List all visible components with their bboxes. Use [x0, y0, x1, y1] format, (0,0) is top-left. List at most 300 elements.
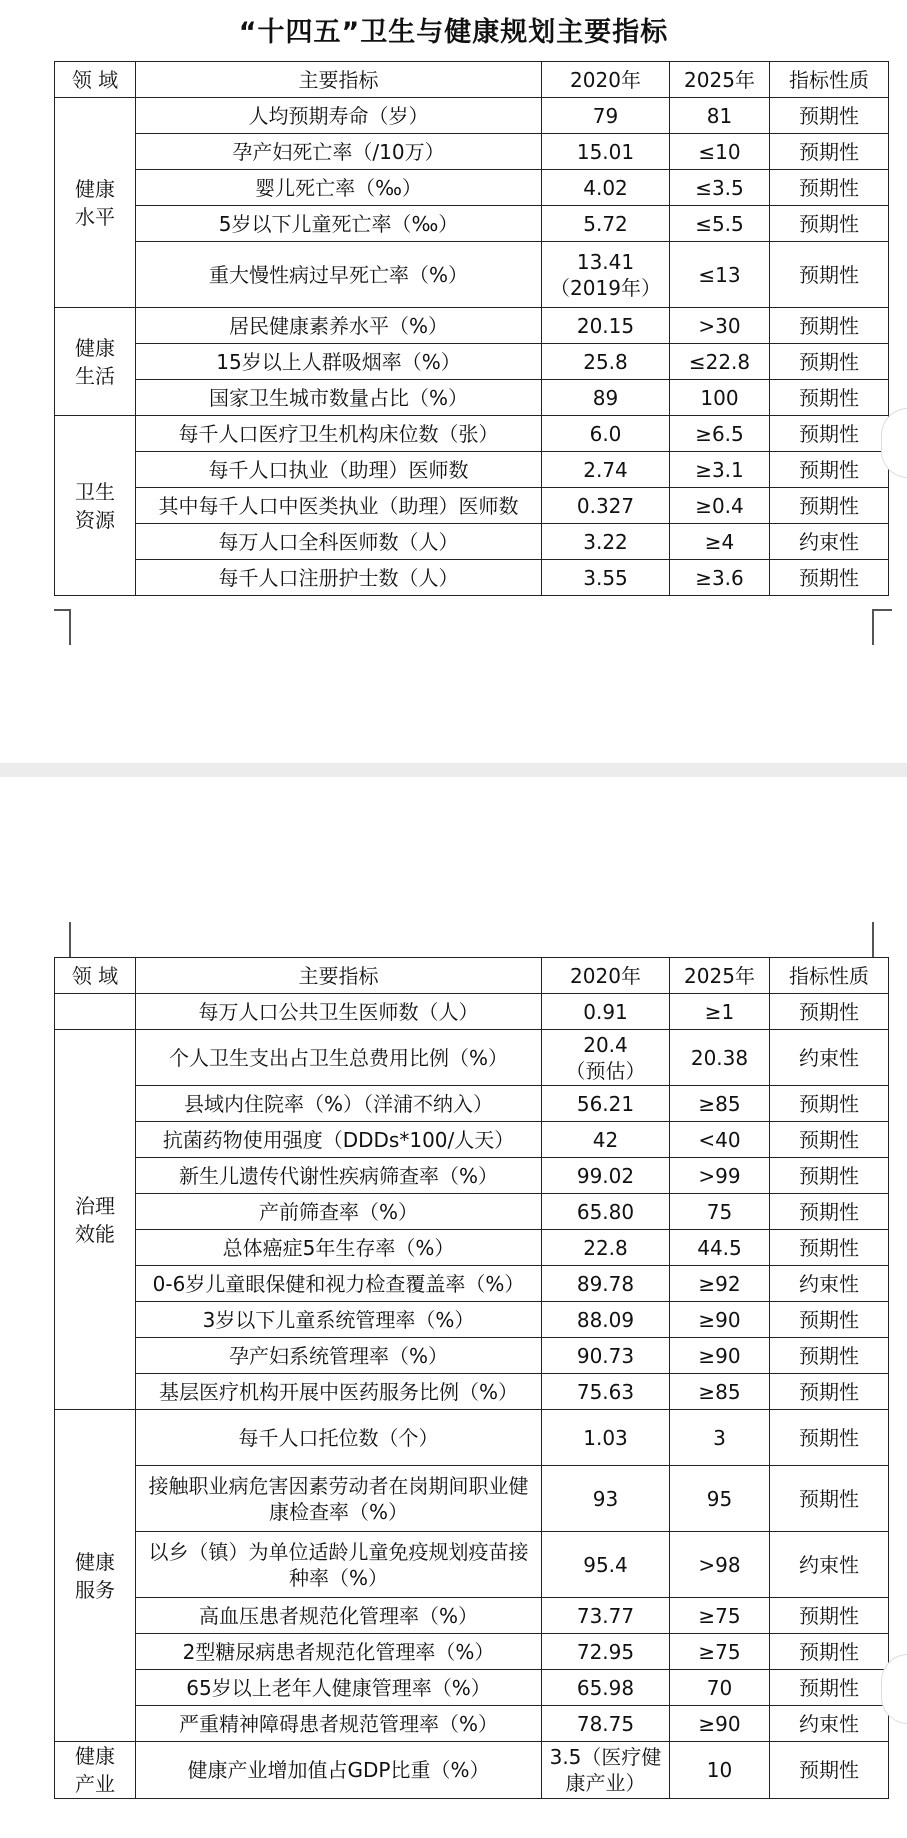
table-row: [55, 1158, 889, 1194]
header-nature: [770, 62, 889, 98]
domain-cell-text: 卫生 资源: [75, 479, 115, 532]
indicator-cell: [136, 1670, 542, 1706]
table-row: [55, 1532, 889, 1598]
nature-cell-text: 预期性: [799, 457, 859, 482]
domain-cell: [55, 98, 136, 308]
value-2020-cell: [542, 1158, 670, 1194]
nature-cell: [770, 206, 889, 242]
nature-cell-text: 预期性: [799, 1307, 859, 1332]
nature-cell-text: 预期性: [799, 1343, 859, 1368]
value-2025-cell-text: ≥3.6: [695, 565, 744, 590]
indicator-cell: [136, 1266, 542, 1302]
value-2020-cell: [542, 994, 670, 1030]
value-2020-cell: [542, 1598, 670, 1634]
nature-cell-text: 预期性: [799, 262, 859, 287]
value-2020-cell: [542, 344, 670, 380]
document-title: “十四五”卫生与健康规划主要指标: [238, 17, 669, 48]
value-2020-cell-text: 95.4: [583, 1552, 628, 1577]
nature-cell-text: 预期性: [799, 1639, 859, 1664]
value-2025-cell-text: ≥3.1: [695, 457, 744, 482]
indicator-cell-text: 每千人口托位数（个）: [238, 1425, 439, 1450]
value-2025-cell: [670, 1532, 770, 1598]
domain-cell-text: 治理 效能: [75, 1193, 115, 1246]
table-row: [55, 524, 889, 560]
domain-cell: [55, 1742, 136, 1799]
indicator-cell: [136, 134, 542, 170]
header-2020: [542, 62, 670, 98]
header-indicator-text: 主要指标: [298, 963, 379, 988]
table-row: [55, 416, 889, 452]
indicator-cell-text: 0-6岁儿童眼保健和视力检查覆盖率（%）: [152, 1271, 525, 1296]
indicator-cell-text: 以乡（镇）为单位适龄儿童免疫规划疫苗接种率（%）: [148, 1539, 529, 1590]
value-2020-cell: [542, 524, 670, 560]
indicator-cell: [136, 1466, 542, 1532]
header-2025-text: 2025年: [684, 67, 755, 92]
nature-cell: [770, 1706, 889, 1742]
nature-cell: [770, 1266, 889, 1302]
table-row: [55, 560, 889, 596]
value-2020-cell: [542, 1230, 670, 1266]
indicator-cell: [136, 452, 542, 488]
value-2025-cell: [670, 560, 770, 596]
header-nature-text: 指标性质: [789, 963, 869, 988]
nature-cell: [770, 1374, 889, 1410]
indicator-cell-text: 每千人口注册护士数（人）: [218, 565, 459, 590]
indicator-cell-text: 婴儿死亡率（‰）: [255, 175, 422, 200]
value-2020-cell-text: 89.78: [576, 1271, 635, 1296]
value-2020-cell-text: 20.4 （预估）: [565, 1032, 646, 1083]
value-2020-cell: [542, 206, 670, 242]
header-domain-text: 领 域: [71, 963, 119, 988]
indicator-cell: [136, 1374, 542, 1410]
nature-cell: [770, 1532, 889, 1598]
table-row: [55, 488, 889, 524]
value-2025-cell-text: <40: [698, 1127, 741, 1152]
header-indicator: [136, 958, 542, 994]
page-gap: [0, 763, 907, 777]
value-2020-cell-text: 25.8: [583, 349, 628, 374]
nature-cell: [770, 994, 889, 1030]
nature-cell: [770, 416, 889, 452]
value-2025-cell: [670, 98, 770, 134]
indicator-cell: [136, 488, 542, 524]
table-row: [55, 1266, 889, 1302]
nature-cell-text: 约束性: [799, 529, 859, 554]
value-2020-cell-text: 15.01: [576, 139, 635, 164]
nature-cell-text: 预期性: [799, 103, 859, 128]
nature-cell-text: 预期性: [799, 493, 859, 518]
header-2025-text: 2025年: [684, 963, 755, 988]
value-2025-cell-text: 81: [706, 103, 733, 128]
indicator-cell: [136, 206, 542, 242]
value-2025-cell-text: 3: [713, 1425, 726, 1450]
indicator-cell: [136, 1532, 542, 1598]
nature-cell: [770, 1410, 889, 1466]
value-2025-cell: [670, 452, 770, 488]
value-2020-cell: [542, 1030, 670, 1086]
value-2020-cell-text: 0.327: [576, 493, 635, 518]
value-2025-cell-text: 70: [706, 1675, 733, 1700]
indicator-cell: [136, 1338, 542, 1374]
value-2020-cell-text: 1.03: [583, 1425, 628, 1450]
indicator-cell: [136, 1742, 542, 1799]
value-2025-cell-text: ≤13: [698, 262, 741, 287]
value-2020-cell-text: 75.63: [576, 1379, 635, 1404]
domain-cell: [55, 1030, 136, 1410]
indicator-cell-text: 抗菌药物使用强度（DDDs*100/人天）: [162, 1127, 515, 1152]
nature-cell-text: 预期性: [799, 385, 859, 410]
value-2025-cell: [670, 1706, 770, 1742]
nature-cell-text: 预期性: [799, 565, 859, 590]
value-2025-cell-text: 20.38: [690, 1045, 749, 1070]
value-2025-cell: [670, 1266, 770, 1302]
value-2020-cell-text: 6.0: [589, 421, 622, 446]
nature-cell: [770, 1086, 889, 1122]
value-2020-cell-text: 3.55: [583, 565, 628, 590]
indicator-cell-text: 5岁以下儿童死亡率（‰）: [218, 211, 459, 236]
indicator-cell-text: 重大慢性病过早死亡率（%）: [208, 262, 468, 287]
value-2020-cell: [542, 1266, 670, 1302]
value-2020-cell: [542, 98, 670, 134]
indicator-cell: [136, 242, 542, 308]
value-2025-cell-text: >30: [698, 313, 741, 338]
value-2020-cell-text: 2.74: [583, 457, 628, 482]
nature-cell: [770, 1122, 889, 1158]
domain-cell: [55, 994, 136, 1030]
table-row: [55, 1230, 889, 1266]
nature-cell: [770, 1670, 889, 1706]
value-2025-cell-text: 100: [700, 385, 739, 410]
value-2020-cell: [542, 134, 670, 170]
header-nature: [770, 958, 889, 994]
table-row: [55, 242, 889, 308]
table-row: [55, 1410, 889, 1466]
table-row: [55, 1742, 889, 1799]
nature-cell-text: 预期性: [799, 1425, 859, 1450]
value-2025-cell-text: 10: [706, 1758, 733, 1782]
nature-cell-text: 预期性: [799, 139, 859, 164]
value-2020-cell-text: 3.5（医疗健康产业）: [549, 1745, 662, 1795]
indicator-cell: [136, 416, 542, 452]
nature-cell-text: 预期性: [799, 1091, 859, 1116]
table-row: [55, 380, 889, 416]
value-2025-cell-text: ≥4: [704, 529, 735, 554]
nature-cell-text: 约束性: [799, 1711, 859, 1736]
indicator-cell-text: 个人卫生支出占卫生总费用比例（%）: [168, 1045, 508, 1070]
value-2020-cell: [542, 416, 670, 452]
value-2020-cell-text: 99.02: [576, 1163, 635, 1188]
indicator-cell: [136, 1302, 542, 1338]
header-row: [55, 958, 889, 994]
indicator-cell: [136, 1598, 542, 1634]
value-2025-cell: [670, 380, 770, 416]
indicator-cell: [136, 1410, 542, 1466]
nature-cell: [770, 1302, 889, 1338]
table-row: [55, 1374, 889, 1410]
indicator-cell: [136, 524, 542, 560]
indicator-cell: [136, 380, 542, 416]
indicator-cell: [136, 1194, 542, 1230]
value-2020-cell: [542, 488, 670, 524]
indicator-cell-text: 每千人口执业（助理）医师数: [208, 457, 469, 482]
nature-cell-text: 预期性: [799, 1379, 859, 1404]
value-2025-cell: [670, 170, 770, 206]
table-row: [55, 994, 889, 1030]
indicator-cell-text: 严重精神障碍患者规范管理率（%）: [178, 1711, 498, 1736]
value-2020-cell: [542, 242, 670, 308]
nature-cell: [770, 1158, 889, 1194]
value-2020-cell-text: 72.95: [576, 1639, 635, 1664]
value-2020-cell-text: 65.80: [576, 1199, 635, 1224]
value-2025-cell: [670, 488, 770, 524]
domain-cell: [55, 1410, 136, 1742]
nature-cell-text: 预期性: [799, 1199, 859, 1224]
value-2025-cell: [670, 308, 770, 344]
value-2025-cell: [670, 1338, 770, 1374]
table-row: [55, 308, 889, 344]
nature-cell: [770, 1634, 889, 1670]
value-2025-cell-text: ≥85: [698, 1091, 741, 1116]
header-2020: [542, 958, 670, 994]
header-domain-text: 领 域: [71, 67, 119, 92]
value-2020-cell-text: 0.91: [583, 999, 628, 1024]
indicator-cell-text: 国家卫生城市数量占比（%）: [208, 385, 468, 410]
domain-cell-text: 健康 生活: [75, 335, 115, 388]
value-2025-cell-text: ≥1: [704, 999, 735, 1024]
table-row: [55, 1122, 889, 1158]
indicator-cell: [136, 560, 542, 596]
indicator-table-part-2: [54, 957, 889, 1799]
value-2020-cell: [542, 1706, 670, 1742]
value-2020-cell-text: 20.15: [576, 313, 635, 338]
indicator-cell-text: 65岁以上老年人健康管理率（%）: [186, 1675, 491, 1700]
value-2025-cell-text: ≥85: [698, 1379, 741, 1404]
value-2020-cell: [542, 380, 670, 416]
header-2020-text: 2020年: [570, 963, 641, 988]
header-indicator-text: 主要指标: [298, 67, 379, 92]
value-2020-cell: [542, 170, 670, 206]
table-row: [55, 206, 889, 242]
indicator-cell-text: 孕产妇死亡率（/10万）: [232, 139, 445, 164]
value-2025-cell: [670, 1030, 770, 1086]
header-2025: [670, 958, 770, 994]
header-2020-text: 2020年: [570, 67, 641, 92]
value-2020-cell: [542, 560, 670, 596]
value-2025-cell: [670, 1598, 770, 1634]
nature-cell-text: 预期性: [799, 1163, 859, 1188]
value-2025-cell: [670, 1410, 770, 1466]
value-2025-cell: [670, 1466, 770, 1532]
indicator-cell: [136, 98, 542, 134]
value-2025-cell: [670, 1634, 770, 1670]
value-2020-cell-text: 78.75: [576, 1711, 635, 1736]
header-indicator: [136, 62, 542, 98]
value-2020-cell-text: 79: [592, 103, 619, 128]
value-2025-cell-text: ≥90: [698, 1343, 741, 1368]
value-2020-cell-text: 56.21: [576, 1091, 635, 1116]
value-2025-cell-text: ≥90: [698, 1711, 741, 1736]
table-row: [55, 1086, 889, 1122]
indicator-cell: [136, 994, 542, 1030]
nature-cell-text: 预期性: [799, 313, 859, 338]
crop-mark: [54, 609, 70, 611]
value-2025-cell: [670, 1742, 770, 1799]
value-2025-cell-text: ≥90: [698, 1307, 741, 1332]
table-row: [55, 1706, 889, 1742]
value-2020-cell: [542, 1194, 670, 1230]
nature-cell-text: 预期性: [799, 1603, 859, 1628]
value-2020-cell: [542, 1338, 670, 1374]
value-2025-cell: [670, 1230, 770, 1266]
indicator-cell: [136, 344, 542, 380]
value-2025-cell-text: ≤3.5: [695, 175, 744, 200]
nature-cell-text: 预期性: [799, 1675, 859, 1700]
indicator-cell-text: 2型糖尿病患者规范化管理率（%）: [182, 1639, 495, 1664]
indicator-cell-text: 其中每千人口中医类执业（助理）医师数: [158, 493, 519, 518]
value-2025-cell-text: ≤22.8: [688, 349, 751, 374]
table-row: [55, 1466, 889, 1532]
indicator-cell: [136, 170, 542, 206]
value-2025-cell-text: ≥92: [698, 1271, 741, 1296]
nature-cell: [770, 170, 889, 206]
indicator-cell-text: 孕产妇系统管理率（%）: [228, 1343, 448, 1368]
value-2025-cell-text: ≥75: [698, 1603, 741, 1628]
value-2025-cell-text: ≥6.5: [695, 421, 744, 446]
indicator-cell: [136, 1634, 542, 1670]
value-2020-cell: [542, 1302, 670, 1338]
nature-cell: [770, 344, 889, 380]
nature-cell: [770, 452, 889, 488]
value-2020-cell: [542, 1670, 670, 1706]
value-2025-cell: [670, 524, 770, 560]
value-2020-cell: [542, 1532, 670, 1598]
value-2025-cell: [670, 1158, 770, 1194]
indicator-cell-text: 每千人口医疗卫生机构床位数（张）: [178, 421, 499, 446]
crop-mark: [69, 609, 71, 645]
value-2025-cell: [670, 242, 770, 308]
indicator-cell-text: 接触职业病危害因素劳动者在岗期间职业健康检查率（%）: [148, 1473, 529, 1524]
value-2020-cell-text: 3.22: [583, 529, 628, 554]
table-row: [55, 1634, 889, 1670]
indicator-cell: [136, 1706, 542, 1742]
nature-cell-text: 约束性: [799, 1271, 859, 1296]
value-2025-cell: [670, 134, 770, 170]
value-2020-cell-text: 73.77: [576, 1603, 635, 1628]
nature-cell-text: 预期性: [799, 175, 859, 200]
indicator-cell-text: 产前筛查率（%）: [258, 1199, 418, 1224]
value-2020-cell: [542, 1374, 670, 1410]
indicator-cell-text: 人均预期寿命（岁）: [248, 103, 429, 128]
value-2020-cell-text: 13.41（2019年）: [550, 249, 661, 300]
nature-cell-text: 预期性: [799, 1758, 859, 1782]
indicator-cell: [136, 1030, 542, 1086]
nature-cell-text: 预期性: [799, 211, 859, 236]
nature-cell: [770, 1466, 889, 1532]
nature-cell: [770, 524, 889, 560]
table-row: [55, 170, 889, 206]
nature-cell-text: 预期性: [799, 421, 859, 446]
indicator-cell-text: 总体癌症5年生存率（%）: [222, 1235, 455, 1260]
crop-mark: [872, 609, 874, 645]
value-2025-cell: [670, 344, 770, 380]
nature-cell: [770, 380, 889, 416]
value-2020-cell-text: 65.98: [576, 1675, 635, 1700]
value-2020-cell-text: 42: [592, 1127, 619, 1152]
crop-mark: [872, 922, 874, 958]
value-2020-cell-text: 93: [592, 1486, 619, 1511]
nature-cell: [770, 1030, 889, 1086]
domain-cell: [55, 308, 136, 416]
indicator-cell-text: 15岁以上人群吸烟率（%）: [216, 349, 461, 374]
indicator-cell-text: 居民健康素养水平（%）: [228, 313, 448, 338]
indicator-cell: [136, 1230, 542, 1266]
value-2025-cell: [670, 206, 770, 242]
nature-cell: [770, 1230, 889, 1266]
table-row: [55, 1302, 889, 1338]
value-2025-cell-text: ≥0.4: [695, 493, 744, 518]
nature-cell-text: 预期性: [799, 349, 859, 374]
nature-cell: [770, 1742, 889, 1799]
indicator-cell-text: 新生儿遗传代谢性疾病筛查率（%）: [178, 1163, 498, 1188]
indicator-cell-text: 3岁以下儿童系统管理率（%）: [202, 1307, 475, 1332]
table-row: [55, 344, 889, 380]
value-2020-cell: [542, 1122, 670, 1158]
nature-cell-text: 预期性: [799, 1127, 859, 1152]
table-row: [55, 1338, 889, 1374]
nature-cell-text: 约束性: [799, 1045, 859, 1070]
value-2020-cell-text: 90.73: [576, 1343, 635, 1368]
domain-cell-text: 健康 服务: [75, 1549, 115, 1602]
header-domain: [55, 958, 136, 994]
nature-cell: [770, 488, 889, 524]
nature-cell: [770, 1598, 889, 1634]
indicator-cell: [136, 308, 542, 344]
indicator-cell: [136, 1086, 542, 1122]
value-2020-cell: [542, 1410, 670, 1466]
header-row: [55, 62, 889, 98]
table-row: [55, 98, 889, 134]
indicator-cell-text: 健康产业增加值占GDP比重（%）: [187, 1758, 490, 1782]
value-2020-cell: [542, 452, 670, 488]
nature-cell: [770, 560, 889, 596]
value-2025-cell-text: 95: [706, 1486, 733, 1511]
indicator-cell: [136, 1122, 542, 1158]
nature-cell: [770, 1338, 889, 1374]
indicator-cell-text: 每万人口公共卫生医师数（人）: [198, 999, 479, 1024]
table-row: [55, 134, 889, 170]
value-2020-cell: [542, 308, 670, 344]
domain-cell-text: 健康 水平: [75, 176, 115, 229]
table-row: [55, 452, 889, 488]
nature-cell: [770, 242, 889, 308]
indicator-cell-text: 高血压患者规范化管理率（%）: [198, 1603, 478, 1628]
value-2025-cell-text: ≤10: [698, 139, 741, 164]
crop-mark: [69, 922, 71, 958]
value-2025-cell: [670, 1086, 770, 1122]
nature-cell-text: 预期性: [799, 1486, 859, 1511]
value-2025-cell-text: ≥75: [698, 1639, 741, 1664]
value-2020-cell: [542, 1742, 670, 1799]
nature-cell: [770, 98, 889, 134]
value-2025-cell-text: 44.5: [697, 1235, 742, 1260]
value-2025-cell: [670, 1302, 770, 1338]
indicator-cell-text: 县域内住院率（%）（洋浦不纳入）: [183, 1091, 493, 1116]
table-row: [55, 1194, 889, 1230]
value-2025-cell: [670, 1122, 770, 1158]
indicator-cell: [136, 1158, 542, 1194]
table-row: [55, 1598, 889, 1634]
value-2020-cell-text: 22.8: [583, 1235, 628, 1260]
